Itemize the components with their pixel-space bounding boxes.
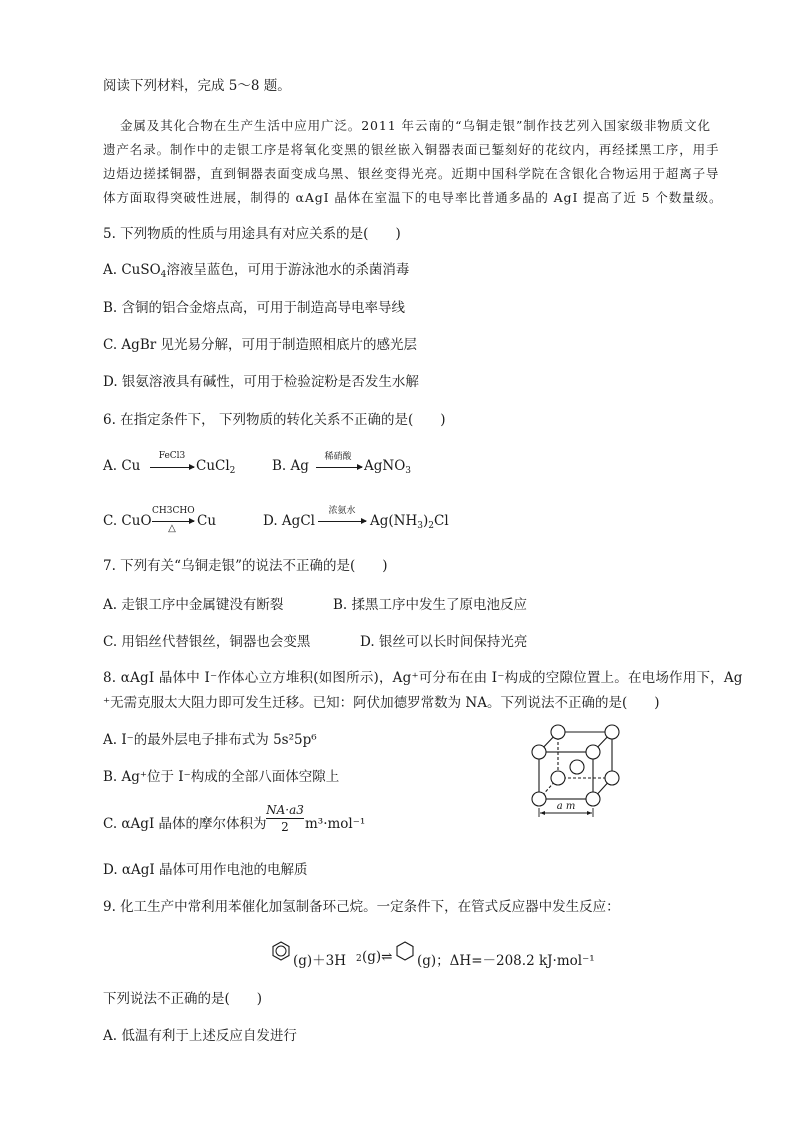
passage-line-4: 体方面取得突破性进展，制得的 αAgI 晶体在室温下的电导率比普通多晶的 AgI 提高了近 5 个数量级。 (103, 190, 723, 205)
passage-line-1: 金属及其化合物在生产生活中应用广泛。2011 年云南的“乌铜走银”制作技艺列入国家级非物质文化 (120, 118, 711, 133)
q8-option-a: A. I⁻的最外层电子排布式为 5s²5p⁶ (103, 732, 317, 748)
passage-line-2: 遗产名录。制作中的走银工序是将氧化变黑的银丝嵌入铜器表面已錾刻好的花纹内，再经揉黑工序，用手 (103, 142, 720, 157)
intro-line: 阅读下列材料，完成 5～8 题。 (103, 78, 291, 94)
q8-option-c-unit: m³·mol⁻¹ (305, 816, 366, 832)
q6-c-left: C. CuO (103, 513, 152, 529)
q6-d-left: D. AgCl (263, 513, 315, 529)
q9-eq-part2: (g)⇌ (362, 949, 393, 965)
q6-a-right: CuCl$_2$ (196, 458, 236, 476)
q6-c-condition-below: △ (168, 523, 176, 534)
benzene-ring-icon (271, 941, 291, 961)
q6-c-right: Cu (197, 513, 217, 529)
q7-stem: 7. 下列有关“乌铜走银”的说法不正确的是( ) (103, 558, 388, 574)
q5-option-a-post: 溶液呈蓝色，可用于游泳池水的杀菌消毒 (166, 262, 410, 278)
q8-stem-line-2: ⁺无需克服太大阻力即可发生迁移。已知：阿伏加德罗常数为 NA。下列说法不正确的是( ) (103, 695, 660, 711)
q7-option-c: C. 用铝丝代替银丝，铜器也会变黑 (103, 634, 311, 650)
q5-option-a-pre: A. CuSO (103, 262, 161, 278)
q5-option-c: C. AgBr 见光易分解，可用于制造照相底片的感光层 (103, 337, 417, 353)
q7-option-d: D. 银丝可以长时间保持光亮 (360, 634, 528, 650)
q8-option-c (103, 818, 267, 832)
q8-stem-line-1: 8. αAgI 晶体中 I⁻作体心立方堆积(如图所示)，Ag⁺可分布在由 I⁻构成的空隙位置上。在电场作用下，Ag (103, 670, 743, 686)
q9-stem: 9. 化工生产中常利用苯催化加氢制备环己烷。一定条件下，在管式反应器中发生反应： (103, 899, 620, 915)
q6-b-right: AgNO$_3$ (364, 458, 412, 476)
q9-after: 下列说法不正确的是( ) (103, 991, 263, 1007)
q5-option-a (103, 264, 409, 280)
q9-option-a: A. 低温有利于上述反应自发进行 (103, 1028, 297, 1044)
q6-b-arrow (316, 467, 362, 468)
q6-a-condition (152, 452, 192, 461)
q6-d-condition: 浓氨水 (328, 506, 356, 516)
q8-fraction (266, 803, 304, 834)
q5-option-d: D. 银氨溶液具有碱性，可用于检验淀粉是否发生水解 (103, 374, 419, 390)
q6-b-condition: 稀硝酸 (324, 452, 352, 462)
q9-eq-part3: (g)；ΔH=－208.2 kJ·mol⁻¹ (417, 953, 595, 969)
q6-b-left: B. Ag (272, 458, 309, 474)
bcc-crystal-figure (523, 720, 635, 830)
figure-dimension-label: a m (554, 802, 578, 812)
q8-option-b: B. Ag⁺位于 I⁻构成的全部八面体空隙上 (103, 769, 340, 785)
bcc-unit-cell-diagram (523, 720, 635, 830)
q7-option-b: B. 揉黑工序中发生了原电池反应 (333, 597, 528, 613)
q6-d-arrow (318, 521, 366, 522)
q6-a-left: A. Cu (103, 458, 141, 474)
q5-option-a-sub: 4 (160, 270, 167, 280)
passage-line-3: 边焐边搓揉铜器，直到铜器表面变成乌黑、银丝变得光亮。近期中国科学院在含银化合物运用于超离子导 (103, 166, 720, 181)
q8-option-d: D. αAgI 晶体可用作电池的电解质 (103, 862, 308, 878)
q6-stem: 6. 在指定条件下， 下列物质的转化关系不正确的是( ) (103, 412, 446, 428)
q8-fraction-denominator: 2 (281, 820, 289, 834)
q8-option-c-pre: C. αAgI 晶体的摩尔体积为 (103, 816, 267, 832)
q9-eq-part1: (g)＋3H (293, 953, 347, 969)
q7-option-a: A. 走银工序中金属键没有断裂 (103, 597, 284, 613)
q9-eq-h2-sub: 2 (356, 954, 362, 964)
q6-d-right: $Ag(NH_3)_2Cl$ (370, 513, 449, 531)
q6-a-arrow (150, 467, 194, 468)
q6-a-condition-text: FeCl3 (158, 451, 186, 461)
q5-stem: 5. 下列物质的性质与用途具有对应关系的是( ) (103, 226, 401, 242)
q6-c-condition: CH3CHO (152, 506, 195, 516)
q6-c-arrow (152, 521, 194, 522)
q8-fraction-numerator: NA·a3 (266, 803, 304, 817)
q5-option-b: B. 含铜的铝合金熔点高，可用于制造高导电率导线 (103, 300, 406, 316)
cyclohexane-ring-icon (395, 941, 415, 961)
